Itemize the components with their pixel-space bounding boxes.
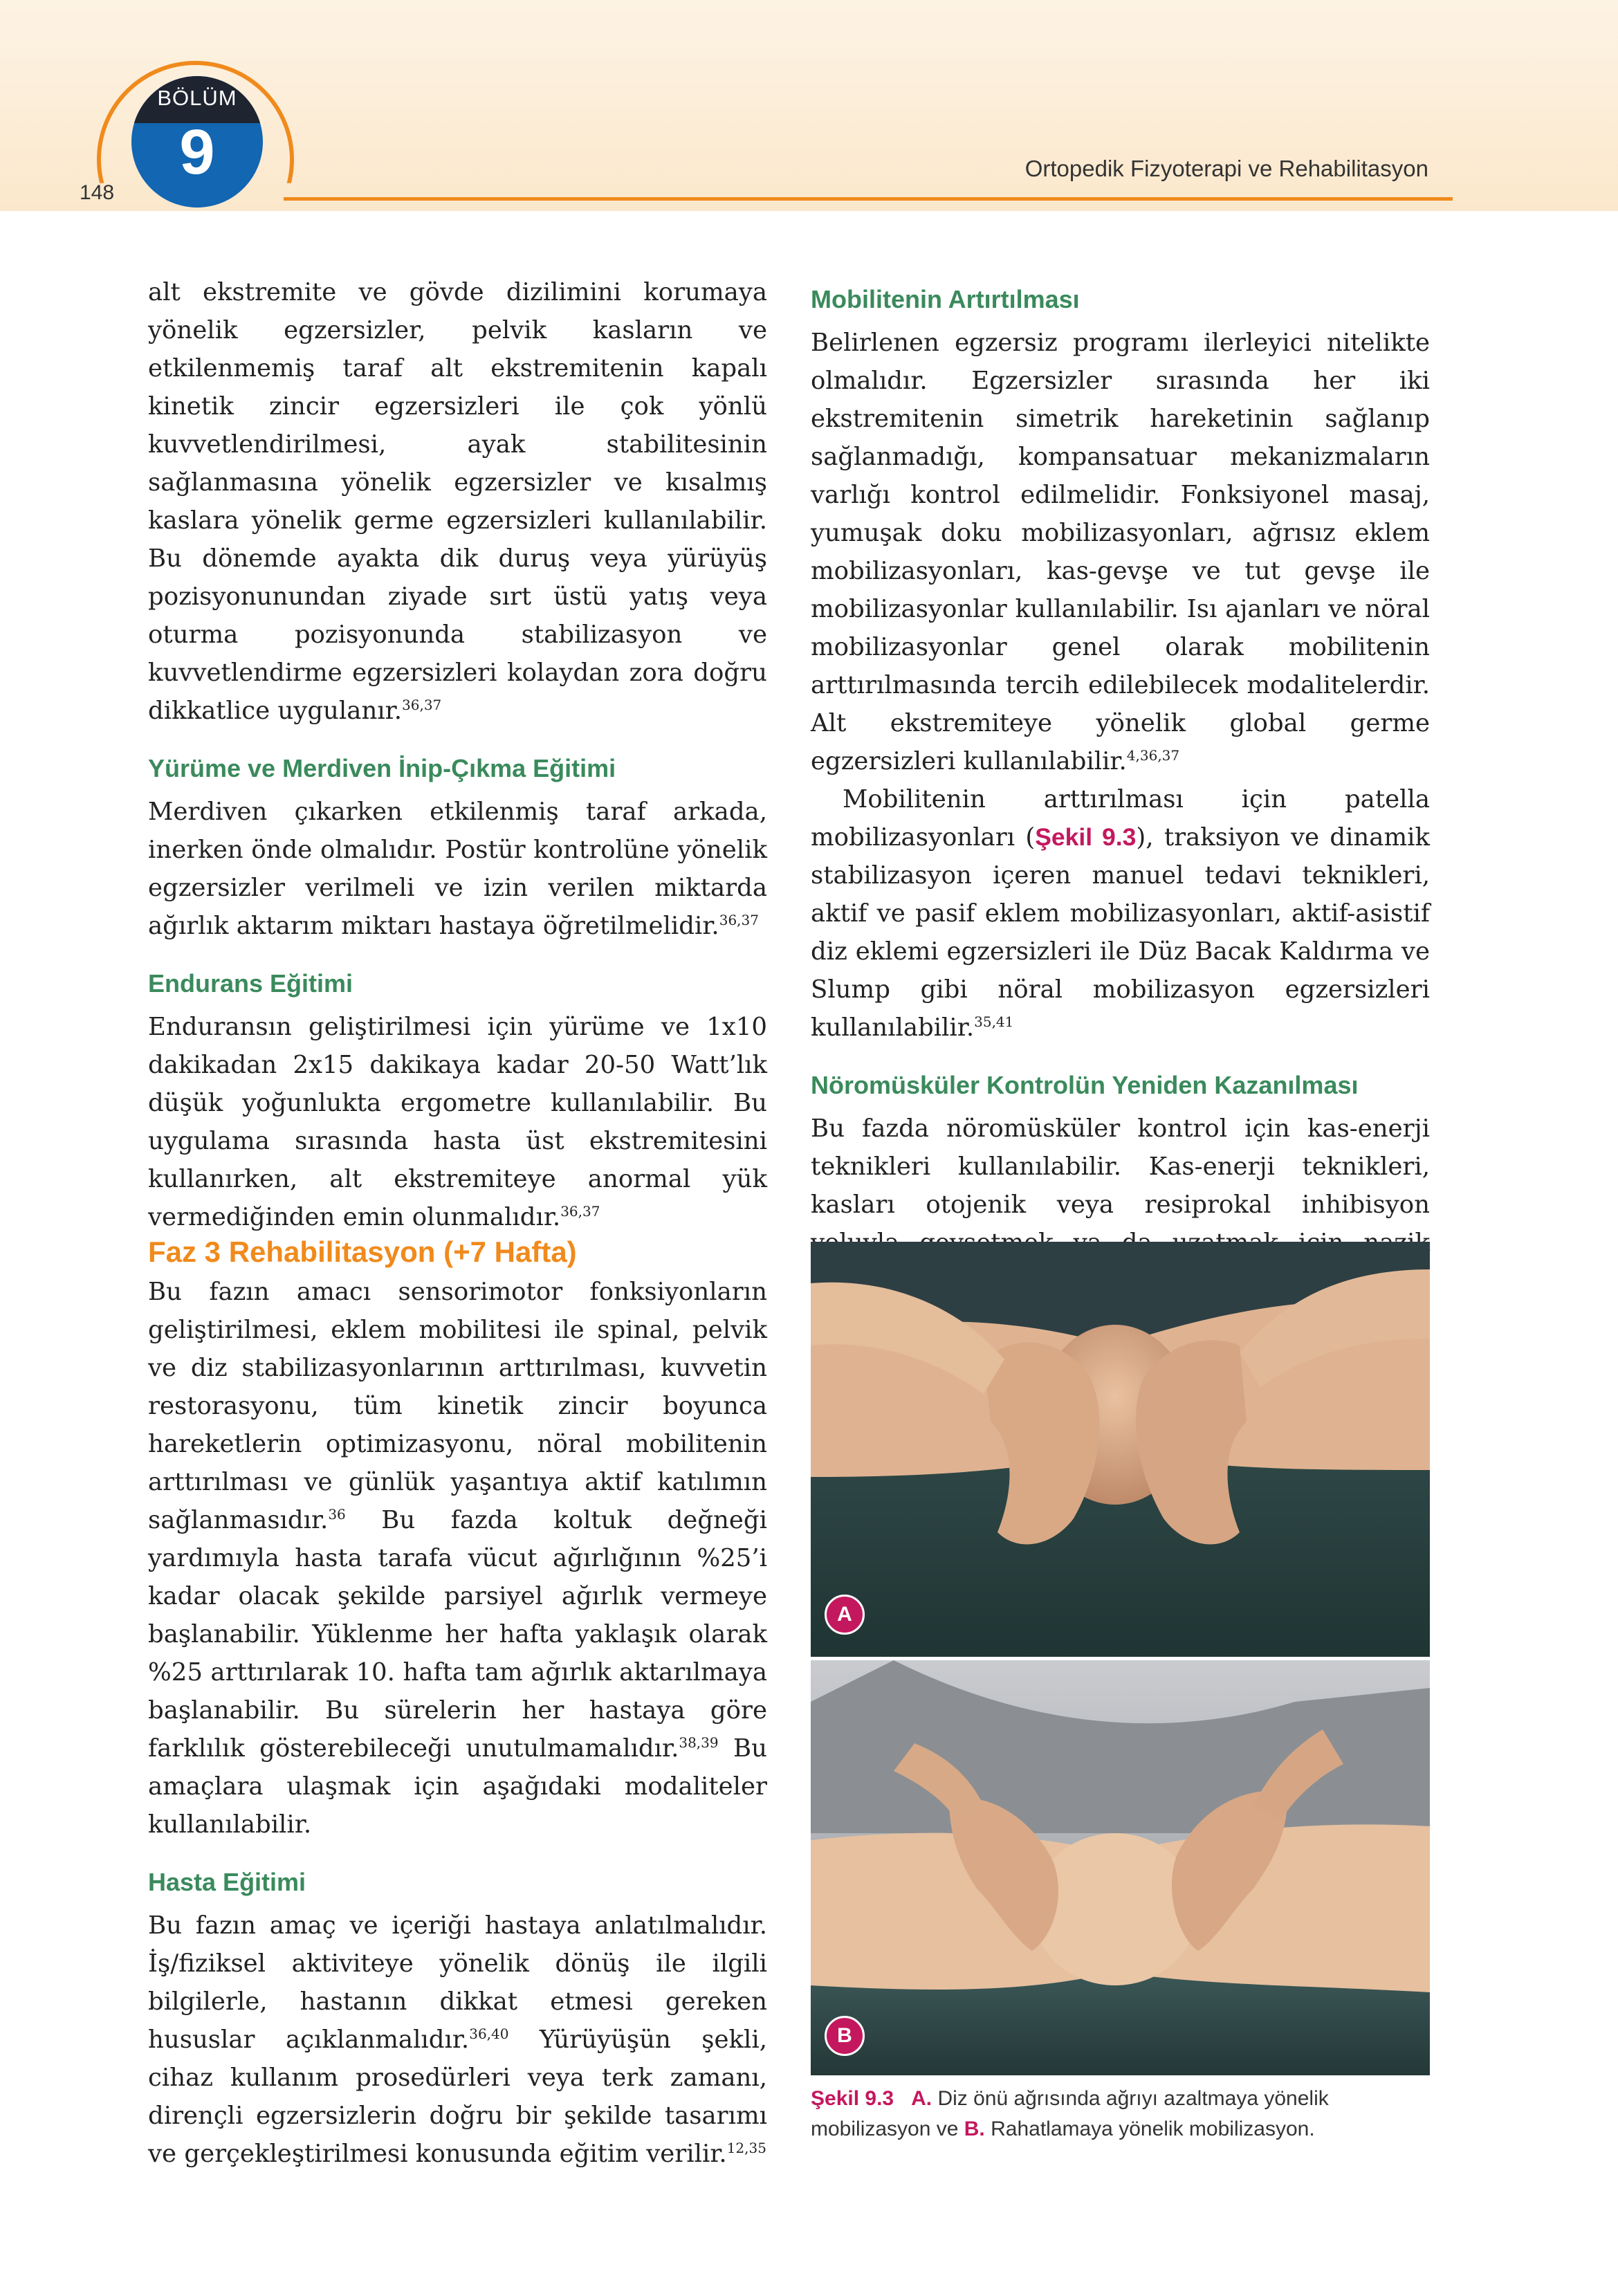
running-head: Ortopedik Fizyoterapi ve Rehabilitasyon — [1024, 156, 1428, 181]
chapter-label: BÖLÜM — [157, 86, 237, 110]
paragraph-text: ), traksiyon ve dinamik stabilizasyon içeren manuel tedavi teknikleri, aktif ve pasif eklem mobilizasyonları, aktif-asistif diz eklemi egzersizleri ile Düz Bacak Kaldırma ve Slump gibi nöral mobilizasyon egzersizleri kullanılabilir. — [811, 823, 1430, 1042]
figure-photo-b — [811, 1660, 1430, 2075]
figure-tag-a: A — [825, 1595, 865, 1635]
figure-photo-a — [811, 1242, 1430, 1657]
reference: 12,35 — [726, 2140, 766, 2157]
chapter-number: 9 — [179, 117, 215, 187]
header-rule — [284, 197, 1453, 201]
paragraph-text: Bu fazda nöromüsküler kontrol için kas-enerji teknikleri kullanılabilir. Kas-enerji teknikleri, kasları otojenik veya resiprokal inhibisyon — [811, 1114, 1430, 1219]
paragraph-text: Bu fazın amacı sensorimotor fonksiyonların geliştirilmesi, eklem mobilitesi ile spinal, pelvik ve diz stabilizasyonlarının arttırılması, kuvvetin restorasyonu, tüm kinetik zincir boyunca hareketlerin optimizasyonu, nöral mobilitenin arttırılması ve günlük yaşantıya aktif katılımın sağlanmasıdır. — [148, 1278, 767, 1534]
caption-text-b: Rahatlamaya yönelik mobilizasyon. — [984, 2118, 1315, 2140]
left-column — [148, 273, 767, 1236]
reference: 36 — [328, 1506, 346, 1523]
heading-mobilite: Mobilitenin Artırtılması — [811, 285, 1080, 313]
paragraph — [148, 273, 767, 730]
heading-endurans: Endurans Eğitimi — [148, 969, 353, 998]
figure-caption — [811, 2084, 1433, 2145]
heading-faz3: Faz 3 Rehabilitasyon (+7 Hafta) — [148, 1236, 577, 1268]
chapter-badge — [131, 76, 263, 208]
paragraph — [148, 1008, 767, 1236]
reference: 36,40 — [469, 2026, 509, 2043]
photo-b-illustration — [811, 1660, 1430, 2075]
paragraph — [811, 780, 1430, 1047]
paragraph-text: Belirlenen egzersiz programı ilerleyici nitelikte olmalıdır. Egzersizler sırasında her iki ekstremitenin simetrik hareketinin sağlanıp sağlanmadığı, kompansatuar mekanizmaların varlığı kontrol edilmelidir. Fonksiyonel masaj, yumuşak doku mobilizasyonları, ağrısız eklem mobilizasyonları, kas-gevşe ve tut gevşe ile mobilizasyonlar kullanılabilir. Isı ajanları ve nöral mobilizasyonlar genel olarak mobilitenin arttırılmasında tercih edilebilecek modalitelerdir. Alt ekstremiteye yönelik global germe egzersizleri kullanılabilir. — [811, 329, 1430, 775]
paragraph — [148, 1273, 767, 1844]
paragraph-text: Enduransın geliştirilmesi için yürüme ve 1x10 dakikadan 2x15 dakikaya kadar 20-50 Watt’lık düşük yoğunlukta ergometre kullanılabilir. Bu uygulama sırasında hasta üst ekstremitesini kullanırken, alt ekstremiteye anormal yük vermediğinden emin olunmalıdır. — [148, 1013, 767, 1231]
heading-yurume: Yürüme ve Merdiven İnip-Çıkma Eğitimi — [148, 754, 616, 782]
reference: 38,39 — [679, 1734, 719, 1752]
paragraph — [148, 793, 767, 945]
caption-label: Şekil 9.3 — [811, 2087, 894, 2110]
reference: 36,37 — [719, 912, 759, 929]
caption-letter-a: A. — [911, 2087, 932, 2110]
paragraph-text: alt ekstremite ve gövde dizilimini korumaya yönelik egzersizler, pelvik kasların ve etkilenmemiş taraf alt ekstremitenin kapalı kinetik zincir egzersizleri ile çok yönlü kuvvetlendirilmesi, ayak stabilitesinin sağlanmasına yönelik egzersizler ve kısalmış kaslara yönelik germe egzersizleri kullanılabilir. Bu dönemde ayakta dik duruş veya yürüyüş pozisyonunundan ziyade sırt üstü yatış veya oturma pozisyonunda stabilizasyon ve kuvvetlendirme egzersizleri kolaydan zora doğru dikkatlice uygulanır. — [148, 278, 767, 725]
right-column — [811, 280, 1430, 1300]
paragraph-text: Bu amaçlara ulaşmak için aşağıdaki modaliteler kullanılabilir. — [148, 1734, 767, 1839]
paragraph-text: Yürüyüşün şekli, cihaz kullanım prosedürleri veya terk zamanı, dirençli egzersizlerin doğru bir şekilde tasarımı ve gerçekleştirilmesi konusunda eğitim verilir. — [148, 2026, 767, 2168]
caption-text-a: Diz önü ağrısında ağrıyı azaltmaya yönelik mobilizasyon ve — [811, 2087, 1329, 2140]
left-column-lower — [148, 1231, 767, 2173]
photo-a-illustration — [811, 1242, 1430, 1657]
paragraph — [148, 1907, 767, 2173]
heading-noromuskuler: Nöromüsküler Kontrolün Yeniden Kazanılması — [811, 1071, 1359, 1099]
figure-tag-b: B — [825, 2016, 865, 2056]
paragraph-text: Mobilitenin arttırılması için patella mobilizasyonları ( — [811, 785, 1430, 852]
reference: 4,36,37 — [1126, 747, 1180, 764]
paragraph-text: Bu fazın amaç ve içeriği hastaya anlatılmalıdır. İş/fiziksel aktiviteye yönelik dönüş ile ilgili bilgilerle, hastanın dikkat etmesi gereken hususlar açıklanmalıdır. — [148, 1911, 767, 2054]
page-number: 148 — [80, 181, 115, 204]
paragraph-text: Bu fazda koltuk değneği yardımıyla hasta tarafa vücut ağırlığının %25’i kadar olacak şekilde parsiyel ağırlık vermeye başlanabilir. Yüklenme her hafta yaklaşık olarak %25 arttırılarak 10. hafta tam ağırlık aktarılmaya başlanabilir. Bu sürelerin her hastaya göre farklılık gösterebileceği unutulmamalıdır. — [148, 1506, 767, 1763]
reference: 36,37 — [402, 697, 442, 714]
reference: 35,41 — [974, 1013, 1014, 1031]
paragraph — [811, 324, 1430, 780]
figure-link[interactable]: Şekil 9.3 — [1035, 823, 1137, 851]
heading-hasta: Hasta Eğitimi — [148, 1868, 306, 1896]
reference: 36,37 — [560, 1203, 600, 1220]
paragraph-text: Merdiven çıkarken etkilenmiş taraf arkada, inerken önde olmalıdır. Postür kontrolüne yönelik egzersizler verilmeli ve izin verilen miktarda ağırlık aktarım miktarı hastaya öğretilmelidir. — [148, 798, 767, 940]
caption-letter-b: B. — [964, 2118, 985, 2140]
